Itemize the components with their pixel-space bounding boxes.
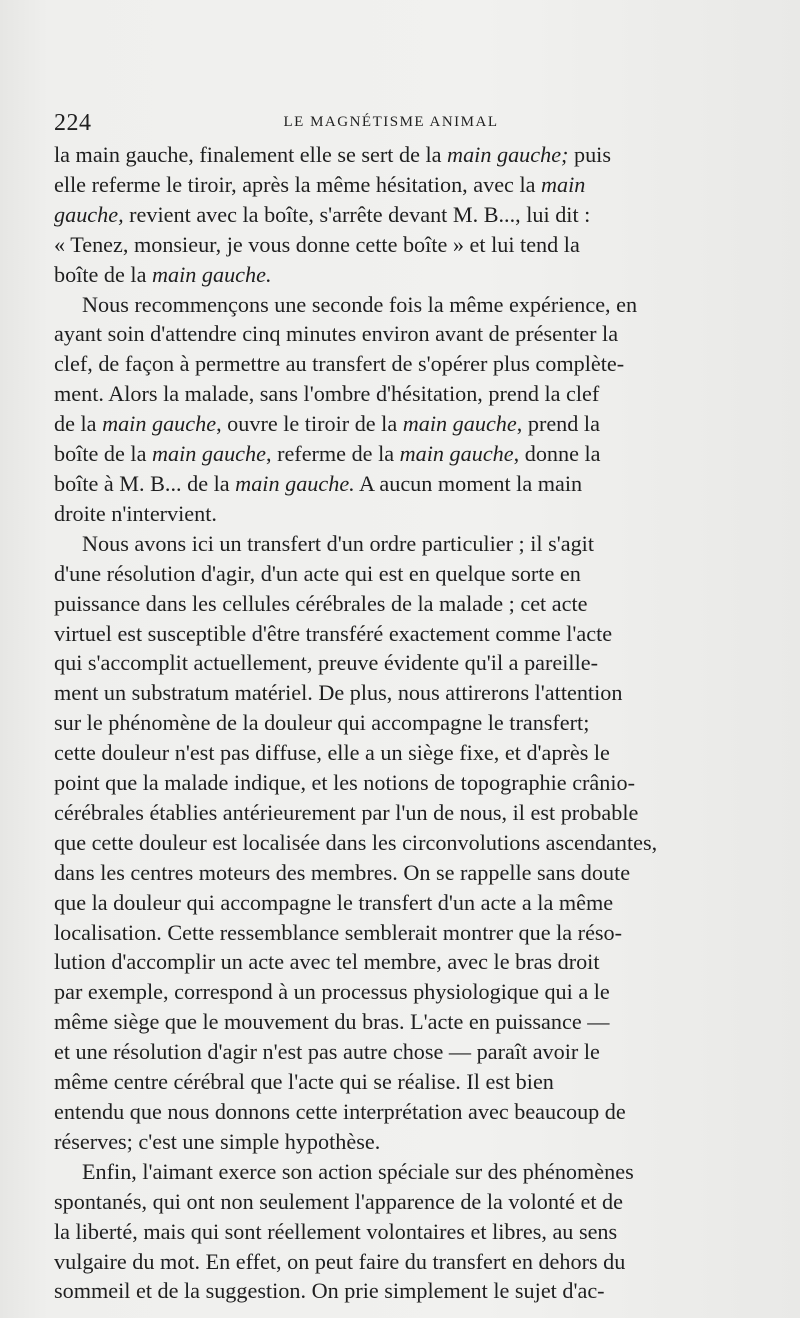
text-line	[54, 680, 622, 705]
text-line	[54, 1219, 617, 1244]
text-run: clef, de façon à permettre au transfert de s'opérer plus complète-	[54, 351, 625, 377]
text-line	[54, 381, 599, 406]
text-line	[54, 1278, 605, 1303]
text-run: sommeil et de la suggestion. On prie simplement le sujet d'ac-	[54, 1278, 605, 1304]
text-line	[54, 1069, 554, 1094]
text-run: de la	[54, 411, 103, 437]
text-line	[54, 830, 657, 855]
text-run: qui s'accomplit actuellement, preuve évidente qu'il a pareille-	[54, 650, 598, 676]
paragraph-3	[54, 529, 728, 1157]
italic-run: main gauche	[399, 441, 514, 467]
text-line	[54, 1099, 626, 1124]
text-line	[54, 979, 610, 1004]
text-run: localisation. Cette ressemblance semblerait montrer que la réso-	[54, 919, 623, 945]
italic-run: gauche,	[54, 201, 124, 227]
text-line	[54, 710, 589, 735]
text-line	[54, 471, 582, 496]
text-run: ayant soin d'attendre cinq minutes environ avant de présenter la	[54, 321, 619, 347]
text-run: d'une résolution d'agir, d'un acte qui est en quelque sorte en	[54, 560, 581, 586]
paragraph-2	[54, 290, 728, 529]
text-run: et une résolution d'agir n'est pas autre chose — paraît avoir le	[54, 1039, 600, 1065]
text-run: dans les centres moteurs des membres. On se rappelle sans doute	[54, 859, 631, 885]
text-line	[54, 501, 217, 526]
text-run: que la douleur qui accompagne le transfert d'un acte a la même	[54, 889, 614, 915]
text-line	[54, 949, 600, 974]
italic-run: main gauche.	[235, 470, 355, 496]
text-line	[54, 770, 635, 795]
text-run: droite n'intervient.	[54, 500, 217, 526]
page-number: 224	[54, 110, 92, 136]
text-run: puis	[568, 142, 611, 167]
text-line	[54, 561, 581, 586]
text-line	[54, 800, 638, 825]
text-run: lution d'accomplir un acte avec tel membre, avec le bras droit	[54, 949, 600, 975]
text-run: Nous recommençons une seconde fois la même expérience, en	[82, 291, 638, 317]
paragraph-1	[54, 140, 728, 290]
text-line	[54, 351, 624, 376]
text-line	[54, 441, 601, 466]
text-line	[82, 531, 594, 556]
text-run: Nous avons ici un transfert d'un ordre particulier ; il s'agit	[82, 530, 595, 556]
italic-run: main gauche	[402, 411, 517, 437]
italic-run: main gauche	[151, 441, 266, 467]
text-run: , prend la	[516, 411, 600, 437]
text-run: sur le phénomène de la douleur qui accompagne le transfert;	[54, 710, 590, 736]
text-run: que cette douleur est localisée dans les circonvolutions ascendantes,	[54, 829, 658, 855]
italic-run: main gauche	[102, 411, 217, 437]
text-run: même centre cérébral que l'acte qui se réalise. Il est bien	[54, 1069, 554, 1095]
text-run: entendu que nous donnons cette interprétation avec beaucoup de	[54, 1099, 626, 1124]
text-run: A aucun moment la main	[354, 470, 583, 496]
italic-run: main gauche.	[151, 261, 272, 287]
text-line	[54, 232, 580, 257]
text-run: spontanés, qui ont non seulement l'apparence de la volonté et de	[54, 1188, 623, 1214]
text-run: elle referme le tiroir, après la même hésitation, avec la	[54, 171, 541, 197]
text-run: puissance dans les cellules cérébrales de la malade ; cet acte	[54, 590, 588, 616]
italic-run: main gauche;	[447, 142, 569, 167]
text-run: boîte de la	[54, 261, 152, 287]
text-line	[82, 292, 637, 317]
text-line	[82, 1159, 634, 1184]
text-run: , ouvre le tiroir de la	[216, 411, 403, 437]
text-run: la liberté, mais qui sont réellement volontaires et libres, au sens	[54, 1218, 618, 1244]
text-line	[54, 920, 622, 945]
text-line	[54, 1009, 609, 1034]
text-run: la main gauche, finalement elle se sert de la	[54, 142, 448, 167]
text-line	[54, 142, 611, 167]
text-run: revient avec la boîte, s'arrête devant M. B..., lui dit :	[123, 201, 591, 227]
text-run: réserves; c'est une simple hypothèse.	[54, 1128, 381, 1154]
text-line	[54, 860, 630, 885]
text-line	[54, 411, 600, 436]
text-run: ment un substratum matériel. De plus, nous attirerons l'attention	[54, 680, 623, 706]
text-run: point que la malade indique, et les notions de topographie crânio-	[54, 770, 636, 796]
text-line	[54, 650, 598, 675]
text-line	[54, 1189, 623, 1214]
text-line	[54, 262, 272, 287]
text-line	[54, 1039, 600, 1064]
text-line	[54, 591, 587, 616]
page-header	[54, 108, 728, 142]
text-run: Enfin, l'aimant exerce son action spéciale sur des phénomènes	[82, 1158, 634, 1184]
text-line	[54, 890, 613, 915]
text-run: même siège que le mouvement du bras. L'acte en puissance —	[54, 1009, 610, 1035]
running-title: LE MAGNÉTISME ANIMAL	[283, 114, 499, 130]
text-line	[54, 172, 585, 197]
text-line	[54, 1129, 380, 1154]
text-run: « Tenez, monsieur, je vous donne cette boîte » et lui tend la	[54, 231, 580, 257]
text-line	[54, 321, 618, 346]
text-line	[54, 1249, 625, 1274]
body-text	[54, 140, 728, 1306]
text-run: boîte à M. B... de la	[54, 470, 236, 496]
text-line	[54, 740, 610, 765]
text-run: cérébrales établies antérieurement par l'un de nous, il est probable	[54, 799, 639, 825]
text-run: cette douleur n'est pas diffuse, elle a un siège fixe, et d'après le	[54, 740, 610, 766]
italic-run: main	[541, 171, 586, 197]
text-run: boîte de la	[54, 441, 152, 467]
text-run: , donne la	[513, 441, 601, 467]
text-line	[54, 202, 590, 227]
text-run: par exemple, correspond à un processus physiologique qui a le	[54, 979, 610, 1005]
text-run: , referme de la	[265, 441, 400, 467]
text-run: ment. Alors la malade, sans l'ombre d'hésitation, prend la clef	[54, 381, 600, 407]
paragraph-4	[54, 1157, 728, 1307]
text-run: virtuel est susceptible d'être transféré exactement comme l'acte	[54, 620, 613, 646]
text-run: vulgaire du mot. En effet, on peut faire du transfert en dehors du	[54, 1248, 626, 1274]
text-line	[54, 621, 612, 646]
